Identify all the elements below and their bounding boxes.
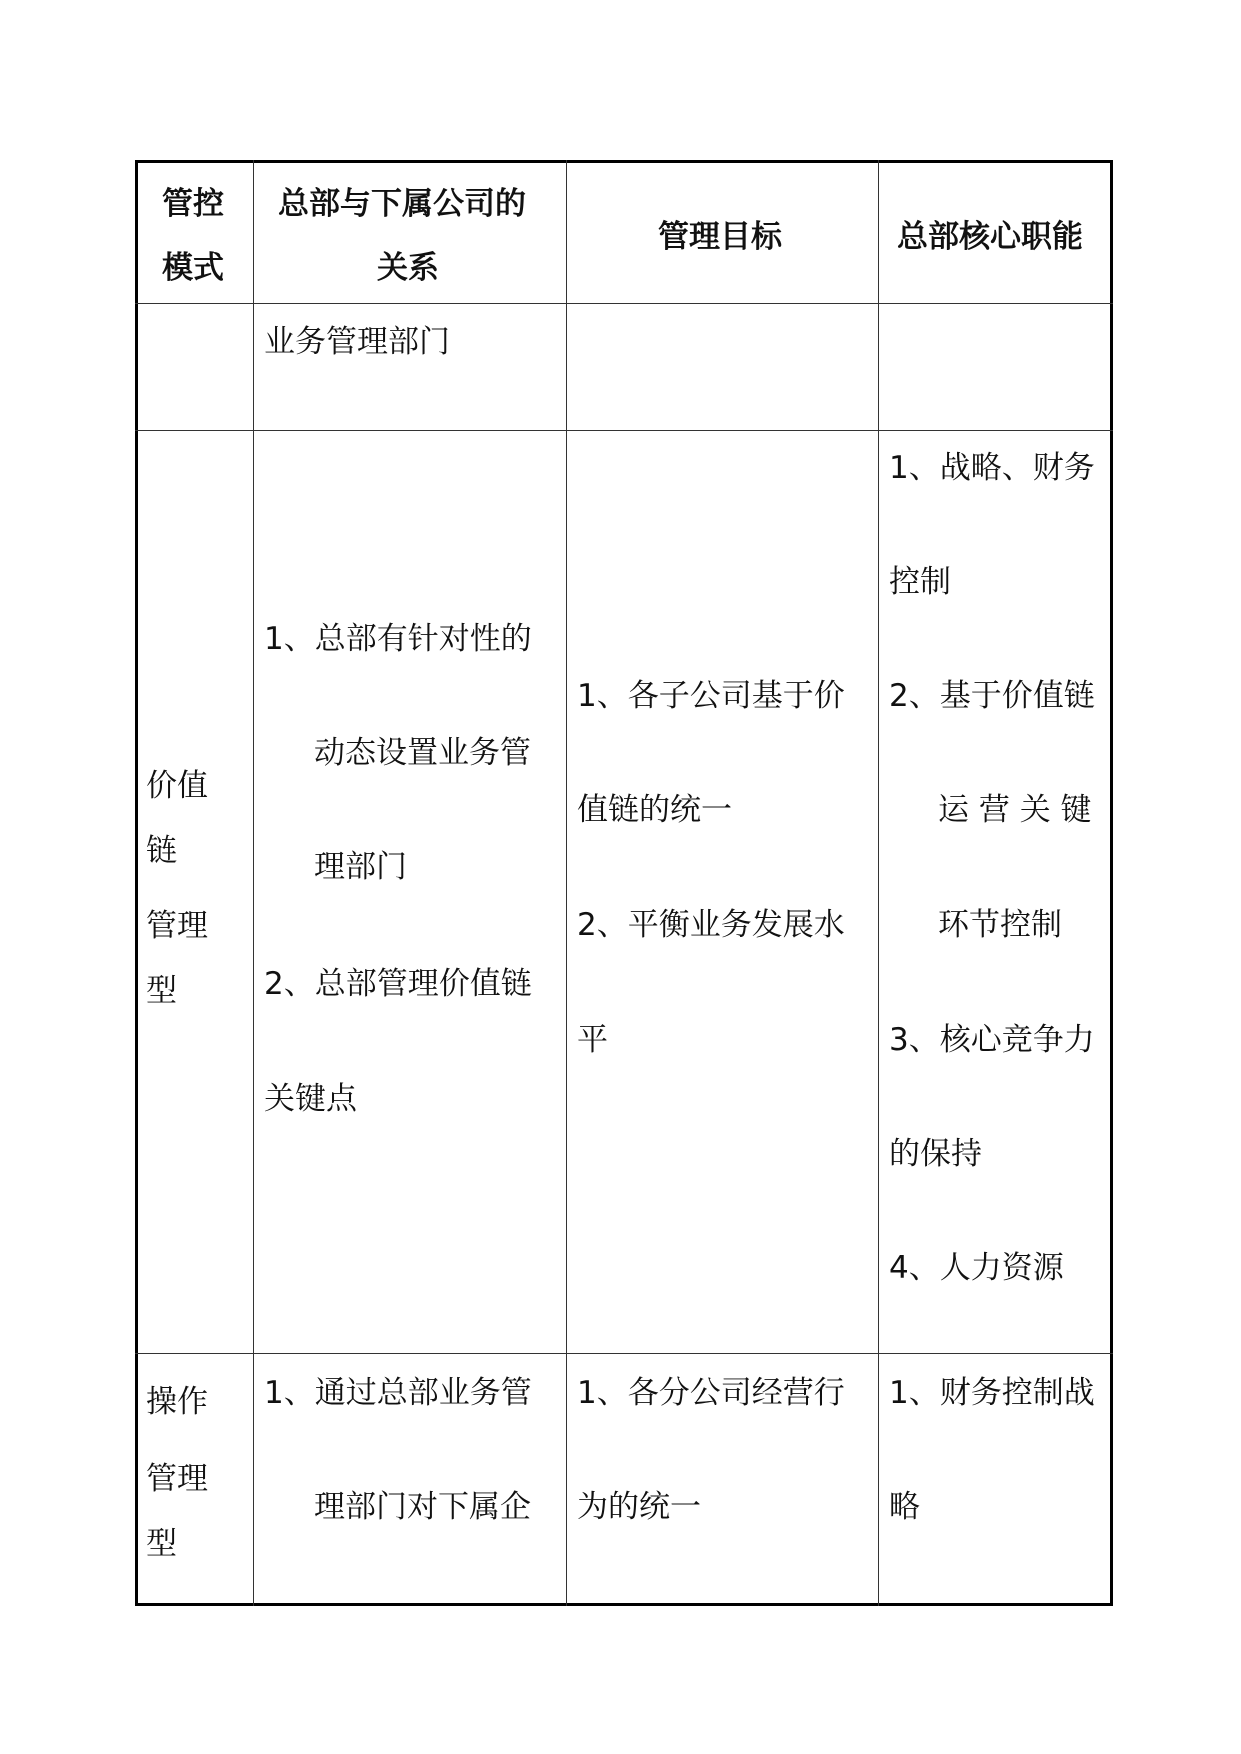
row2-relation-line-4: 2、总部管理价值链 xyxy=(264,966,532,1002)
table-border-top xyxy=(135,160,1113,163)
table-border-right xyxy=(1110,160,1113,1606)
row-divider-1 xyxy=(135,430,1113,431)
row2-relation-line-3: 理部门 xyxy=(314,849,407,885)
column-divider-2 xyxy=(566,160,567,1606)
row2-goal-line-2: 值链的统一 xyxy=(577,792,732,828)
row3-relation-line-2: 理部门对下属企 xyxy=(314,1489,531,1525)
row3-functions-line-1: 1、财务控制战 xyxy=(889,1375,1095,1411)
header-mode-line-1: 管控 xyxy=(162,186,224,222)
row3-mode-line-1: 操作 xyxy=(146,1384,208,1420)
row2-mode-line-1: 价值 xyxy=(146,768,208,804)
header-goal: 管理目标 xyxy=(658,219,782,255)
row2-functions-line-2: 控制 xyxy=(889,564,951,600)
row3-mode-line-3: 型 xyxy=(146,1526,177,1562)
row2-goal-line-4: 平 xyxy=(577,1022,608,1058)
row2-functions-line-7: 的保持 xyxy=(889,1136,982,1172)
row2-functions-line-1: 1、战略、财务 xyxy=(889,450,1095,486)
row2-functions-line-5: 环节控制 xyxy=(938,907,1062,943)
row3-functions-line-2: 略 xyxy=(889,1489,920,1525)
row2-goal-line-1: 1、各子公司基于价 xyxy=(577,678,845,714)
row1-relation-line-1: 业务管理部门 xyxy=(264,324,450,360)
row3-mode-line-2: 管理 xyxy=(146,1461,208,1497)
row-divider-header xyxy=(135,303,1113,304)
column-divider-1 xyxy=(253,160,254,1606)
row2-relation-line-1: 1、总部有针对性的 xyxy=(264,621,532,657)
column-divider-3 xyxy=(878,160,879,1606)
header-relation-line-2: 关系 xyxy=(377,250,439,286)
row2-functions-line-6: 3、核心竞争力 xyxy=(889,1022,1095,1058)
header-functions: 总部核心职能 xyxy=(897,219,1083,255)
row3-relation-line-1: 1、通过总部业务管 xyxy=(264,1375,532,1411)
header-relation-line-1: 总部与下属公司的 xyxy=(278,186,526,222)
row3-goal-line-2: 为的统一 xyxy=(577,1489,701,1525)
row2-relation-line-2: 动态设置业务管 xyxy=(314,735,531,771)
row2-mode-line-4: 型 xyxy=(146,973,177,1009)
row2-mode-line-3: 管理 xyxy=(146,908,208,944)
row2-relation-line-5: 关键点 xyxy=(264,1081,357,1117)
row2-mode-line-2: 链 xyxy=(146,833,177,869)
row2-goal-line-3: 2、平衡业务发展水 xyxy=(577,907,845,943)
row2-functions-line-4: 运 营 关 键 xyxy=(938,792,1092,828)
header-mode-line-2: 模式 xyxy=(162,250,224,286)
table-border-left xyxy=(135,160,138,1606)
row2-functions-line-8: 4、人力资源 xyxy=(889,1250,1064,1286)
table-border-bottom xyxy=(135,1603,1113,1606)
row2-functions-line-3: 2、基于价值链 xyxy=(889,678,1095,714)
row-divider-2 xyxy=(135,1353,1113,1354)
row3-goal-line-1: 1、各分公司经营行 xyxy=(577,1375,845,1411)
